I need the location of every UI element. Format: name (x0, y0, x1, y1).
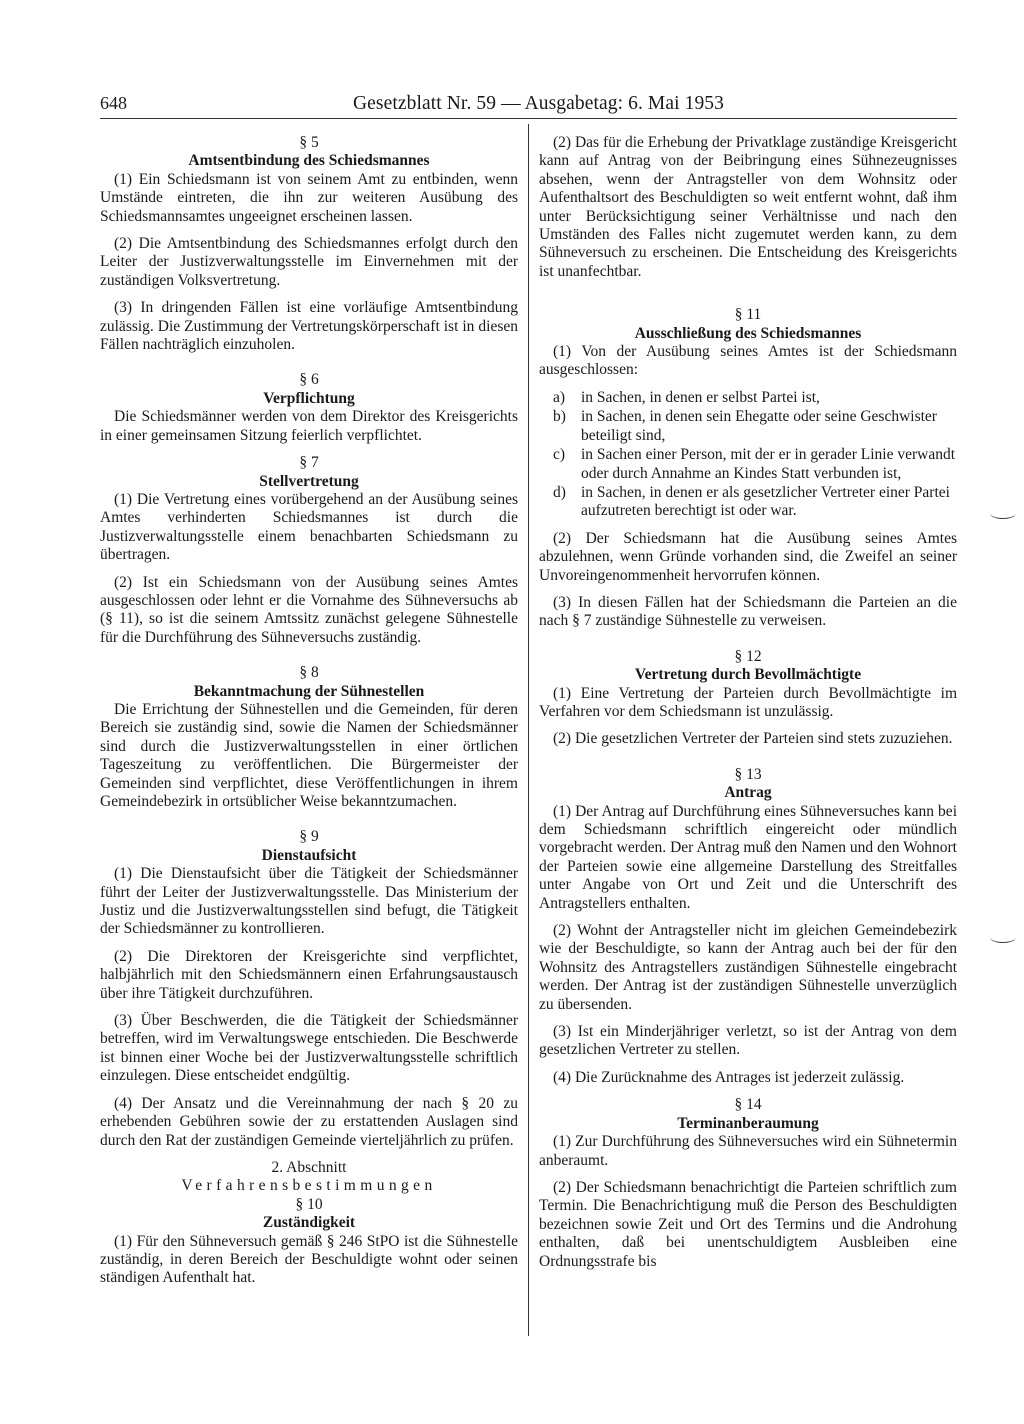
section-number: § 9 (299, 828, 319, 846)
paragraph: (1) Von der Ausübung seines Amtes ist der Schiedsmann ausgeschlossen: (539, 343, 957, 379)
chapter-title: Verfahrensbestimmungen (181, 1177, 437, 1195)
header-rule (100, 118, 957, 119)
section-title: Vertretung durch Bevollmächtigte (634, 666, 862, 684)
list-item (539, 389, 957, 407)
section-number: § 14 (734, 1096, 762, 1114)
section-number: § 7 (299, 454, 319, 472)
section-number: § 13 (734, 765, 762, 783)
list-item (539, 408, 957, 445)
section-title: Stellvertretung (259, 472, 359, 490)
section-title: Antrag (724, 784, 772, 802)
section-number: § 11 (734, 306, 762, 324)
list-item (539, 484, 957, 521)
paragraph: (1) Die Dienstaufsicht über die Tätigkeit der Schiedsmänner führt der Leiter der Justizverwaltungsstelle. Das Ministerium der Justiz und die Justizverwaltungsstellen sind befugt, die Tätigkeit der Schiedsmänner zu kontrollieren. (100, 865, 518, 938)
paragraph: Die Schiedsmänner werden von dem Direktor des Kreisgerichts in einer gemeinsamen Sitzung feierlich verpflichtet. (100, 408, 518, 444)
paragraph: (2) Der Schiedsmann benachrichtigt die Parteien schriftlich zum Termin. Die Benachrichtigung muß die Person des Beschuldigten bezeichnen sowie Zeit und Ort des Termins und die Androhung enthalten, daß bei unentschuldigtem Ausbleiben eine Ordnungsstrafe bis (539, 1178, 957, 1270)
list-item-text: in Sachen, in denen sein Ehegatte oder seine Geschwister beteiligt sind, (581, 408, 937, 444)
section-number: § 5 (299, 134, 319, 151)
paragraph: (4) Der Ansatz und die Vereinnahmung der nach § 20 zu erhebenden Gebühren sowie der zu erstattenden Auslagen sind durch den Rat der zuständigen Gemeinde vierteljährlich zu prüfen. (100, 1094, 518, 1149)
list-item-label: d) (553, 483, 566, 501)
paragraph: (1) Für den Sühneversuch gemäß § 246 StPO ist die Sühnestelle zuständig, in deren Bereich der Beschuldigte wohnt oder seinen ständigen Aufenthalt hat. (100, 1232, 518, 1287)
page-header (100, 93, 724, 117)
paragraph: (3) In dringenden Fällen ist eine vorläufige Amtsentbindung zulässig. Die Zustimmung der Vertretungskörperschaft ist in diesen Fällen nachträglich einzuholen. (100, 299, 518, 354)
margin-mark (990, 932, 1016, 943)
section-title: Ausschließung des Schiedsmannes (634, 324, 862, 342)
list-item-text: in Sachen einer Person, mit der er in gerader Linie verwandt oder durch Annahme an Kindes Statt verbunden ist, (581, 446, 956, 482)
margin-mark (990, 508, 1016, 519)
paragraph: (2) Die Amtsentbindung des Schiedsmannes erfolgt durch den Leiter der Justizverwaltungsstelle im Einvernehmen mit der zuständigen Volksvertretung. (100, 235, 518, 289)
section-number: § 6 (299, 371, 319, 389)
page-number: 648 (100, 93, 127, 113)
paragraph: (2) Das für die Erhebung der Privatklage zuständige Kreisgericht kann auf Antrag von der Beibringung eines Sühnezeugnisses absehen, wenn der Antragsteller von dem Wohnsitz oder Aufenthaltsort des Beschuldigten so weit entfernt wohnt, daß ihm unter Berücksichtigung seiner Verhältnisse und nach den Umständen des Falles nicht zugemutet werden kann, zu dem Sühneversuch zu erscheinen. Die Entscheidung des Kreisgerichts ist unanfechtbar. (539, 134, 957, 280)
paragraph: (1) Eine Vertretung der Parteien durch Bevollmächtigte im Verfahren vor dem Schiedsmann ist unzulässig. (539, 684, 957, 720)
paragraph: (2) Die Direktoren der Kreisgerichte sind verpflichtet, halbjährlich mit den Schiedsmännern einen Erfahrungsaustausch über ihre Tätigkeit durchzuführen. (100, 947, 518, 1002)
section-title: Bekanntmachung der Sühnestellen (193, 682, 425, 700)
section-title: Zuständigkeit (262, 1214, 356, 1232)
paragraph: (1) Zur Durchführung des Sühneversuches wird ein Sühnetermin anberaumt. (539, 1133, 957, 1169)
paragraph: Die Errichtung der Sühnestellen und die Gemeinden, für deren Bereich sie zuständig sind, sowie die Namen der Schiedsmänner sind durch die Justizverwaltungsstellen in einer örtlichen Tageszeitung zu veröffentlichen. Die Bürgermeister der Gemeinden sind verpflichtet, diese Veröffentlichungen in ihrem Gemeindebezirk in ortsüblicher Weise bekanntzumachen. (100, 700, 518, 810)
paragraph: (2) Ist ein Schiedsmann von der Ausübung seines Amtes ausgeschlossen oder lehnt er die Vornahme des Sühneversuchs ab (§ 11), so ist die seinem Amtssitz zunächst gelegene Sühnestelle für die Durchführung des Sühneversuchs zuständig. (100, 573, 518, 646)
paragraph: (3) Über Beschwerden, die die Tätigkeit der Schiedsmänner betreffen, wird im Verwaltungswege entschieden. Die Beschwerde ist binnen einer Woche bei der Justizverwaltungsstelle schriftlich einzulegen. Diese entscheidet endgültig. (100, 1012, 518, 1085)
list-item (539, 446, 957, 483)
running-title: Gesetzblatt Nr. 59 — Ausgabetag: 6. Mai 1953 (352, 93, 724, 114)
section-number: § 8 (299, 664, 319, 682)
section-title: Verpflichtung (263, 389, 355, 407)
paragraph: (2) Die gesetzlichen Vertreter der Parteien sind stets zuzuziehen. (553, 730, 953, 748)
list-item-label: b) (553, 408, 566, 426)
list-item-label: c) (553, 446, 566, 464)
list-item-text: in Sachen, in denen er als gesetzlicher Vertreter einer Partei aufzutreten berechtigt ist oder war. (581, 483, 950, 520)
paragraph: (3) Ist ein Minderjähriger verletzt, so ist der Antrag von dem gesetzlichen Vertreter zu stellen. (539, 1023, 957, 1059)
column-divider (528, 124, 529, 1336)
left-column (100, 134, 518, 1297)
section-number: § 10 (295, 1195, 323, 1213)
paragraph: (4) Die Zurücknahme des Antrages ist jederzeit zulässig. (553, 1068, 905, 1086)
list-item-text: in Sachen, in denen er selbst Partei ist, (581, 388, 820, 406)
list-item-label: a) (553, 388, 566, 406)
chapter-label: 2. Abschnitt (271, 1158, 347, 1176)
paragraph: (2) Wohnt der Antragsteller nicht im gleichen Gemeindebezirk wie der Beschuldigte, so kann der Antrag auch bei der für den Wohnsitz des Antragstellers zuständigen Sühnestelle eingebracht werden. Der Antrag ist der zuständigen Sühnestelle unverzüglich zu übersenden. (539, 922, 957, 1013)
paragraph: (3) In diesen Fällen hat der Schiedsmann die Parteien an die nach § 7 zuständige Sühnestelle zu verweisen. (539, 593, 957, 630)
section-title: Terminanberaumung (677, 1114, 819, 1132)
right-column (539, 134, 957, 1280)
paragraph: (1) Der Antrag auf Durchführung eines Sühneversuches kann bei dem Schiedsmann schriftlich eingereicht oder mündlich vorgebracht werden. Der Antrag muß den Namen und den Wohnort der Parteien sowie eine allgemeine Darstellung des Streitfalles unter Angabe von Ort und Zeit und die Unterschrift des Antragstellers enthalten. (539, 802, 957, 912)
paragraph: (2) Der Schiedsmann hat die Ausübung seines Amtes abzulehnen, wenn Gründe vorhanden sind, die Zweifel an seiner Unvoreingenommenheit hervorrufen können. (539, 529, 957, 584)
paragraph: (1) Ein Schiedsmann ist von seinem Amt zu entbinden, wenn Umstände eintreten, die ihn zur weiteren Ausübung des Schiedsmannsamtes ungeeignet erscheinen lassen. (100, 170, 518, 225)
section-title: Dienstaufsicht (261, 846, 357, 864)
section-title: Amtsentbindung des Schiedsmannes (188, 152, 430, 170)
section-number: § 12 (734, 647, 762, 665)
paragraph: (1) Die Vertretung eines vorübergehend an der Ausübung seines Amtes verhinderten Schiedsmannes ist durch die Justizverwaltungsstelle einem benachbarten Schiedsmann zu übertragen. (100, 490, 518, 564)
list (539, 389, 957, 521)
